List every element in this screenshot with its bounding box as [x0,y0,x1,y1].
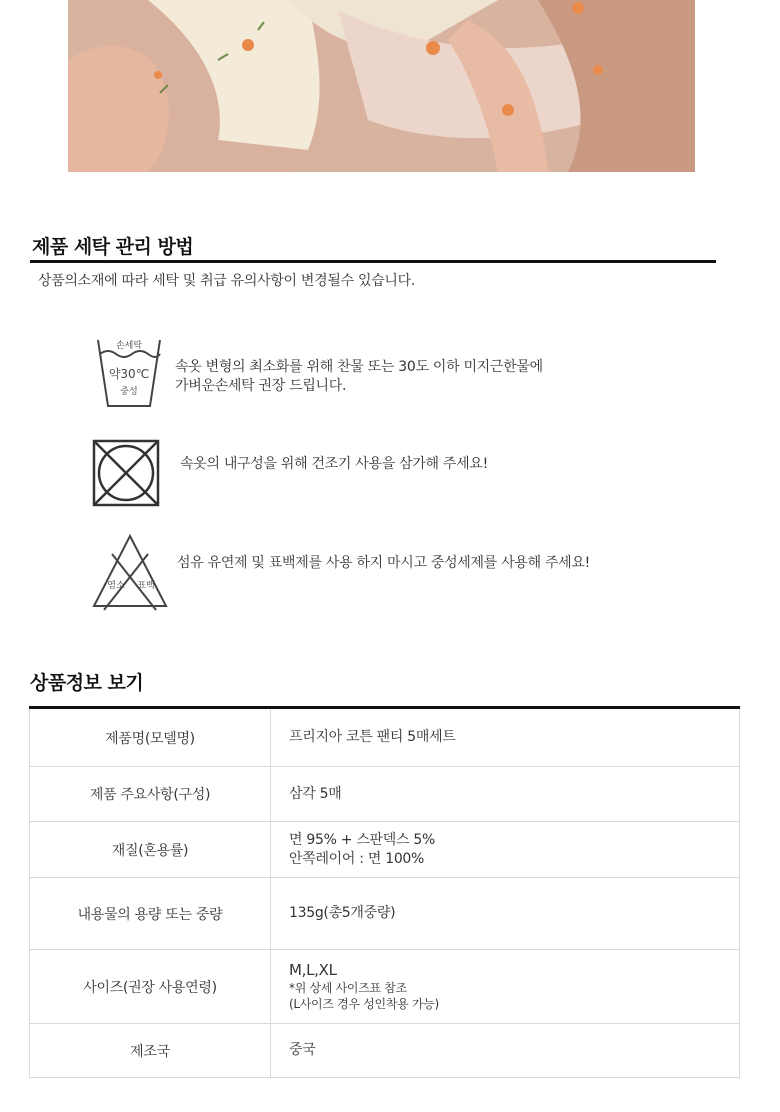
care-text-line: 가벼운손세탁 권장 드립니다. [175,378,347,394]
no-bleach-icon [90,532,170,612]
table-row [30,708,740,767]
care-item-no-bleach [90,532,710,612]
care-title-divider [30,260,716,263]
row-value [271,1024,740,1078]
value-line: 삼각 5매 [289,785,342,802]
row-value [271,878,740,950]
product-info-table [29,706,740,1078]
care-item-hand-wash [90,334,710,414]
care-text-line: 속옷의 내구성을 위해 건조기 사용을 삼가해 주세요! [180,456,488,472]
row-value [271,950,740,1024]
row-value [271,767,740,822]
value-line: 135g(총5개중량) [289,905,396,921]
row-label: 사이즈(권장 사용연령) [30,950,271,1024]
neutral-detergent-label: 중성 [120,387,138,397]
care-text [175,358,543,396]
row-value [271,708,740,767]
table-row [30,878,740,950]
value-note: (L사이즈 경우 성인착용 가능) [289,997,439,1011]
care-text-line: 속옷 변형의 최소화를 위해 찬물 또는 30도 이하 미지근한물에 [175,359,543,375]
row-label: 제조국 [30,1024,271,1078]
value-line: M,L,XL [289,961,337,979]
product-photo-hands-holding-floral-panties [68,0,695,172]
care-text-line: 섬유 유연제 및 표백제를 사용 하지 마시고 중성세제를 사용해 주세요! [177,555,590,571]
row-label: 내용물의 용량 또는 중량 [30,878,271,950]
row-value [271,822,740,878]
bleach-label: 표백 [137,581,155,591]
table-row [30,1024,740,1078]
no-tumble-dry-icon [90,437,162,509]
value-line: 중국 [289,1042,316,1058]
table-row [30,767,740,822]
hand-wash-30c-icon [90,334,170,414]
table-row [30,822,740,878]
care-subtitle: 상품의소재에 따라 세탁 및 취급 유의사항이 변경될수 있습니다. [38,273,416,289]
hand-wash-label: 손세탁 [115,341,143,351]
temperature-label: 약30℃ [108,367,150,381]
care-item-no-dryer [90,437,710,517]
value-line: 면 95% + 스판덱스 5% [289,831,435,848]
care-text [180,455,488,474]
product-info-title: 상품정보 보기 [30,672,144,694]
row-label: 재질(혼용률) [30,822,271,878]
value-line: 프리지아 코튼 팬티 5매세트 [289,729,456,745]
table-row [30,950,740,1024]
row-label: 제품 주요사항(구성) [30,767,271,822]
row-label: 제품명(모델명) [30,708,271,767]
value-line: 안쪽레이어 : 면 100% [289,850,425,867]
care-section-title: 제품 세탁 관리 방법 [32,236,194,258]
product-photo [68,0,695,172]
value-note: *위 상세 사이즈표 참조 [289,981,407,995]
care-text [177,554,590,573]
chlorine-label: 염소 [107,581,125,591]
